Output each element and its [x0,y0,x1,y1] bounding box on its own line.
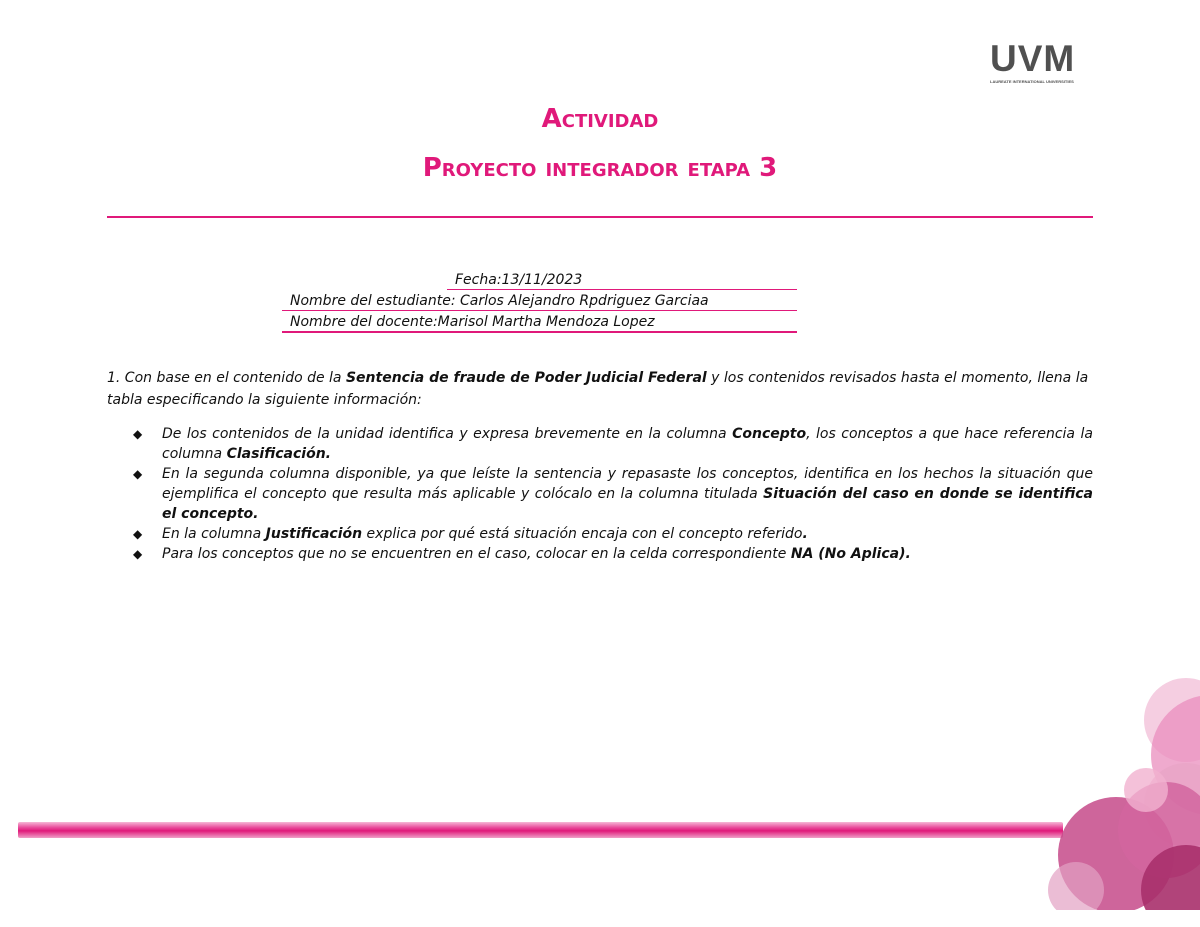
item-text: En la segunda columna disponible, ya que leíste la sentencia y repasaste los conceptos, identifica en los hechos la situación que ejemplifica el concepto que resulta más aplicable y colócalo en la columna titulada [162,466,1093,502]
item-text: , los conceptos a que hace referencia la columna [162,426,1093,462]
page-subtitle: Proyecto integrador etapa 3 [422,153,778,183]
item-bold: NA (No Aplica) [790,546,906,562]
bullet-icon: ◆ [133,527,143,541]
header-divider [107,216,1093,218]
item-text: explica por qué está situación encaja con el concepto referido [362,526,803,542]
instructions-number: 1. [107,370,121,386]
logo-subtitle: LAUREATE INTERNATIONAL UNIVERSITIES [990,79,1074,84]
decorative-circles-icon [1036,660,1200,910]
item-text: En la columna [162,526,266,542]
item-bold: . [905,546,911,562]
teacher-underline [282,331,797,333]
instructions-list [107,424,1093,564]
page-title: Actividad [541,104,659,134]
bullet-icon: ◆ [133,427,143,441]
bullet-icon: ◆ [133,467,143,481]
item-bold: Justificación [265,526,363,542]
item-bold: Concepto [732,426,807,442]
date-underline [447,289,797,290]
list-item [107,464,1093,524]
list-item [107,524,1093,544]
student-name-field: Nombre del estudiante: Carlos Alejandro Rpdriguez Garciaa [290,293,709,309]
item-text: Para los conceptos que no se encuentren en el caso, colocar en la celda correspondiente [162,546,791,562]
decorative-band [18,822,1063,838]
uvm-logo [990,40,1090,84]
list-item [107,424,1093,464]
logo-text: UVM [990,38,1076,79]
teacher-name-field: Nombre del docente:Marisol Martha Mendoza Lopez [290,314,655,330]
date-field: Fecha:13/11/2023 [455,272,583,288]
intro-text: Con base en el contenido de la [120,370,346,386]
item-bold: . [802,526,808,542]
instructions-intro [107,367,1093,411]
item-bold: Clasificación. [226,446,331,462]
bullet-icon: ◆ [133,547,143,561]
item-text: De los contenidos de la unidad identifica y expresa brevemente en la columna [162,426,733,442]
intro-bold: Sentencia de fraude de Poder Judicial Federal [345,370,707,386]
student-underline [282,310,797,311]
item-bold: Situación del caso en donde se identifica el concepto. [162,486,1093,522]
intro-text-end: y los contenidos revisados hasta el momento, llena la tabla especificando la siguiente información: [107,370,1089,408]
list-item [107,544,1093,564]
